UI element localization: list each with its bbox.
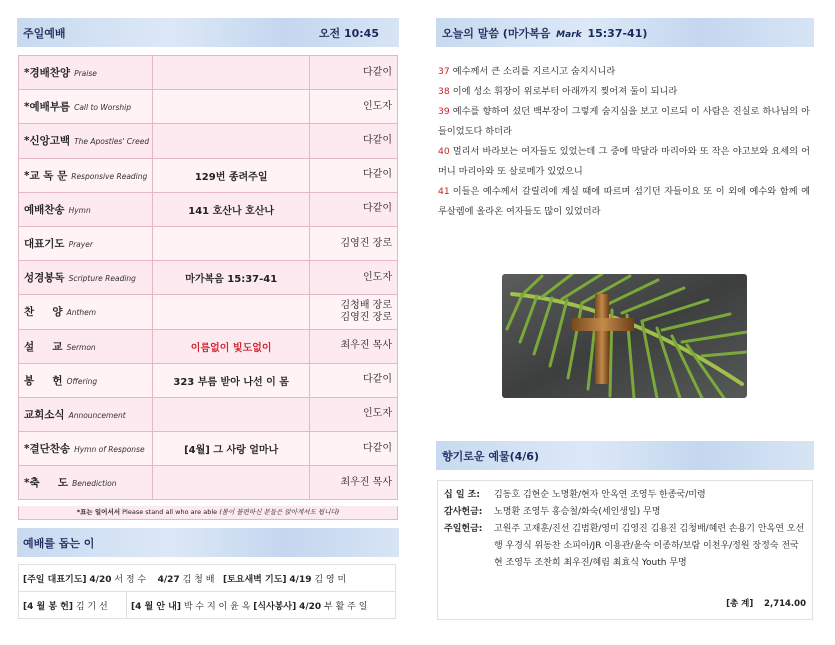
offering-names: 고원주 고재훈/진선 김범환/영미 김영진 김용진 김청배/혜련 손용기 안옥연 오선행 우경식 위동찬 소피아/JR 이용관/윤숙 이종하/보람 이천우/정원 장정숙 전국현 조영두 조찬희 최우진/혜림 최효식 Youth 무명 <box>494 524 805 568</box>
worship-item-en: Hymn <box>68 205 91 215</box>
worship-item-cell <box>19 226 153 260</box>
offering-header <box>436 441 814 470</box>
verse <box>438 62 810 82</box>
offering-names: 김동호 김현순 노명환/현자 안옥연 조영두 한종국/미령 <box>494 490 706 500</box>
worship-item-leader: 인도자 <box>363 408 392 420</box>
helper-date: 4/19 <box>289 574 312 585</box>
worship-item-leader-cell <box>310 90 398 124</box>
worship-item-content: 129번 종려주일 <box>152 158 309 192</box>
helper-label: [토요새벽 기도] <box>222 574 287 585</box>
offering-list <box>437 480 813 620</box>
helpers-cell <box>127 592 396 619</box>
worship-item-cell <box>19 192 153 226</box>
offering-total-value: 2,714.00 <box>764 599 806 609</box>
verse <box>438 82 810 102</box>
verse-text: 이에 성소 휘장이 위로부터 아래까지 찢어져 둘이 되니라 <box>452 86 678 97</box>
worship-item-content <box>152 90 309 124</box>
helper-date: 4/27 <box>157 574 180 585</box>
helper-name: 서 정 수 <box>114 574 147 585</box>
worship-item-content <box>152 397 309 431</box>
offering-row <box>444 504 806 521</box>
verse-text: 예수를 향하여 섰던 백부장이 그렇게 숨지심을 보고 이르되 이 사람은 진실로 하나님의 아들이었도다 하더라 <box>438 106 810 137</box>
worship-item-ko: *경배찬양 <box>24 67 71 80</box>
verse-text: 멀리서 바라보는 여자들도 있었는데 그 중에 막달라 마리아와 또 작은 야고보와 요세의 어머니 마리아와 또 살로메가 있었으니 <box>438 146 810 177</box>
worship-row <box>19 363 398 397</box>
worship-item-content: 141 호산나 호산나 <box>152 192 309 226</box>
worship-item-leader-cell <box>310 466 398 500</box>
worship-item-leader-cell <box>310 329 398 363</box>
helpers-cell <box>19 592 127 619</box>
worship-row <box>19 158 398 192</box>
worship-item-cell <box>19 363 153 397</box>
worship-item-cell <box>19 432 153 466</box>
worship-item-ko: 봉 헌 <box>24 374 63 387</box>
worship-item-leader: 김청배 장로 <box>340 299 392 311</box>
worship-item-en: Hymn of Response <box>74 445 145 455</box>
helpers-table <box>18 564 396 619</box>
worship-row <box>19 226 398 260</box>
worship-item-ko: *축 도 <box>24 477 69 490</box>
worship-item-ko: 설 교 <box>24 340 63 353</box>
helper-name: 부 활 주 일 <box>324 601 368 612</box>
worship-item-leader-cell <box>310 158 398 192</box>
worship-row <box>19 466 398 500</box>
worship-item-content <box>152 226 309 260</box>
stand-note-bold: *표는 일어서서 <box>76 508 121 516</box>
worship-item-en: The Apostles' Creed <box>74 137 150 147</box>
verse-number: 41 <box>438 186 450 197</box>
worship-row <box>19 329 398 363</box>
stand-note <box>18 506 398 520</box>
helper-name: 김 기 선 <box>75 601 108 612</box>
worship-item-en: Benediction <box>72 479 117 489</box>
worship-item-en: Call to Worship <box>74 103 131 113</box>
worship-item-content <box>152 56 309 90</box>
worship-item-ko: *예배부름 <box>24 101 71 114</box>
worship-item-leader-cell <box>310 124 398 158</box>
worship-item-ko: 교회소식 <box>24 408 65 421</box>
offering-label: 십 일 조: <box>444 490 480 500</box>
scripture-text <box>438 62 810 222</box>
scripture-title <box>442 25 647 41</box>
worship-item-leader: 최우진 목사 <box>340 340 392 352</box>
offering-label: 주일헌금: <box>444 524 483 534</box>
offering-row <box>444 521 806 572</box>
worship-item-content: [4월] 그 사랑 얼마나 <box>152 432 309 466</box>
worship-row <box>19 90 398 124</box>
worship-item-leader-cell <box>310 261 398 295</box>
verse-number: 37 <box>438 66 450 77</box>
worship-item-leader: 인도자 <box>363 100 392 112</box>
helpers-title: 예배를 돕는 이 <box>23 536 95 550</box>
helpers-cell <box>19 565 396 592</box>
worship-item-en: Anthem <box>66 308 97 318</box>
helper-label: [식사봉사] <box>253 601 297 612</box>
worship-item-leader: 인도자 <box>363 271 392 283</box>
worship-item-content: 이름없이 빛도없이 <box>152 329 309 363</box>
verse <box>438 142 810 182</box>
worship-row <box>19 124 398 158</box>
worship-item-content <box>152 124 309 158</box>
worship-item-en: Prayer <box>68 240 93 250</box>
worship-item-ko: 대표기도 <box>24 238 65 251</box>
order-of-worship <box>18 55 398 500</box>
offering-title: 향기로운 예물(4/6) <box>442 449 539 463</box>
helper-label: [주일 대표기도] <box>23 574 87 585</box>
worship-item-ko: 예배찬송 <box>24 203 65 216</box>
worship-item-leader-cell <box>310 397 398 431</box>
verse <box>438 102 810 142</box>
worship-item-leader: 다같이 <box>363 169 392 181</box>
worship-item-leader: 다같이 <box>363 374 392 386</box>
worship-item-content: 마가복음 15:37-41 <box>152 261 309 295</box>
stand-note-en: Please stand all who are able <box>122 508 218 516</box>
worship-item-leader: 다같이 <box>363 203 392 215</box>
worship-item-en: Scripture Reading <box>68 274 136 284</box>
worship-item-en: Announcement <box>68 410 126 420</box>
worship-item-ko: *결단찬송 <box>24 443 71 456</box>
offering-total-label: [총 계] <box>726 599 754 609</box>
scripture-title-prefix: 오늘의 말씀 (마가복음 <box>442 26 551 40</box>
helper-name: 박 수 지 이 윤 옥 <box>183 601 251 612</box>
worship-item-leader-cell <box>310 432 398 466</box>
worship-item-cell <box>19 56 153 90</box>
helper-label: [4 월 봉 헌] <box>23 601 73 612</box>
worship-item-cell <box>19 466 153 500</box>
worship-row <box>19 192 398 226</box>
offering-total <box>726 597 806 609</box>
worship-row <box>19 295 398 329</box>
verse-number: 38 <box>438 86 450 97</box>
helpers-header <box>17 528 399 557</box>
offering-names: 노명환 조영두 홍승철/화숙(세인생일) 무명 <box>494 507 661 517</box>
worship-item-ko: *신앙고백 <box>24 135 71 148</box>
worship-item-leader: 최우진 목사 <box>340 476 392 488</box>
worship-item-content <box>152 466 309 500</box>
worship-item-leader: 다같이 <box>363 442 392 454</box>
worship-item-leader-cell <box>310 363 398 397</box>
worship-item-cell <box>19 329 153 363</box>
scripture-title-suffix: 15:37-41) <box>587 26 648 40</box>
worship-item-cell <box>19 295 153 329</box>
offering-label: 감사헌금: <box>444 507 483 517</box>
verse <box>438 182 810 222</box>
helper-date: 4/20 <box>89 574 112 585</box>
helper-name: 김 영 미 <box>314 574 347 585</box>
worship-item-cell <box>19 261 153 295</box>
worship-item-leader-cell <box>310 192 398 226</box>
scripture-header <box>436 18 814 47</box>
worship-row <box>19 432 398 466</box>
verse-text: 이들은 예수께서 갈릴리에 계실 때에 따르며 섬기던 자들이요 또 이 외에 예수와 함께 예루살렘에 올라온 여자들도 많이 있었더라 <box>438 186 810 217</box>
worship-item-ko: *교 독 문 <box>24 169 68 182</box>
worship-item-content: 323 부름 받아 나선 이 몸 <box>152 363 309 397</box>
worship-item-cell <box>19 90 153 124</box>
helper-date: 4/20 <box>299 601 322 612</box>
worship-item-en: Responsive Reading <box>71 171 148 181</box>
stand-note-ko: (몸이 불편하신 분들은 앉아계셔도 됩니다) <box>219 508 340 516</box>
verse-number: 40 <box>438 146 450 157</box>
verse-number: 39 <box>438 106 450 117</box>
worship-time: 오전 10:45 <box>318 26 379 40</box>
helper-name: 김 청 배 <box>182 574 215 585</box>
worship-item-leader: 다같이 <box>363 134 392 146</box>
worship-row <box>19 397 398 431</box>
worship-header <box>17 18 399 47</box>
palm-cross-image <box>502 274 747 398</box>
worship-item-en: Praise <box>74 69 97 79</box>
worship-row <box>19 56 398 90</box>
worship-item-leader-cell <box>310 295 398 329</box>
worship-item-ko: 찬 양 <box>24 306 63 319</box>
helpers-row <box>19 592 396 619</box>
worship-item-en: Offering <box>66 376 98 386</box>
worship-item-cell <box>19 397 153 431</box>
worship-item-leader: 다같이 <box>363 66 392 78</box>
scripture-title-mark: Mark <box>556 29 582 40</box>
worship-item-leader: 김영진 장로 <box>340 237 392 249</box>
worship-title: 주일예배 <box>23 26 66 40</box>
worship-item-leader: 김영진 장로 <box>340 311 392 323</box>
worship-item-cell <box>19 124 153 158</box>
helper-label: [4 월 안 내] <box>131 601 181 612</box>
worship-item-leader-cell <box>310 226 398 260</box>
worship-row <box>19 261 398 295</box>
worship-item-content <box>152 295 309 329</box>
worship-item-en: Sermon <box>66 342 96 352</box>
worship-item-ko: 성경봉독 <box>24 272 65 285</box>
verse-text: 예수께서 큰 소리를 지르시고 숨지시니라 <box>452 66 616 77</box>
worship-item-leader-cell <box>310 56 398 90</box>
helpers-row <box>19 565 396 592</box>
worship-item-cell <box>19 158 153 192</box>
offering-row <box>444 487 806 504</box>
